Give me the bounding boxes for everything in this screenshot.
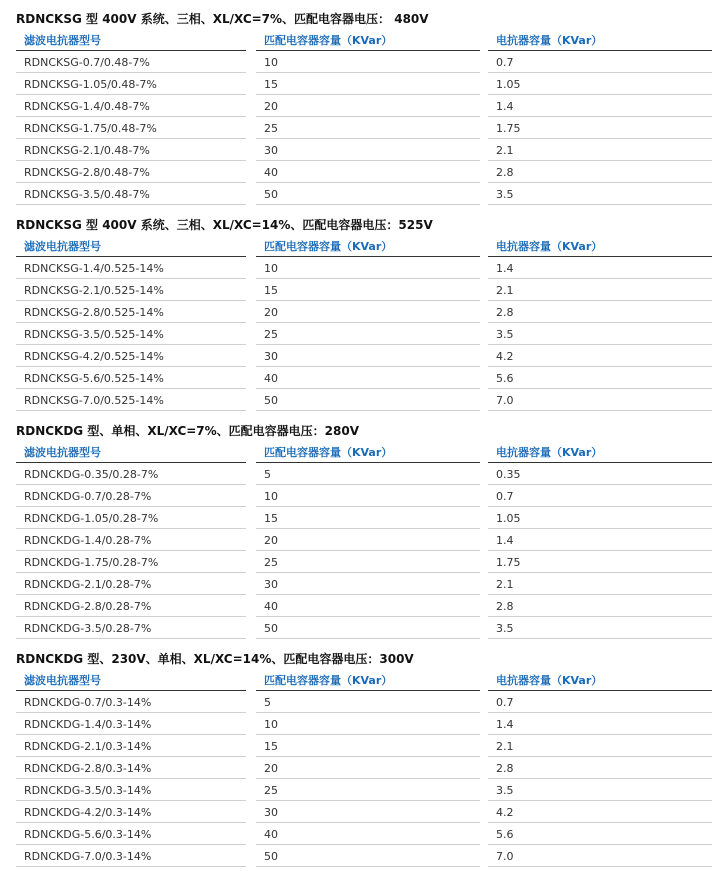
section-title: RDNCKSG 型 400V 系统、三相、XL/XC=14%、匹配电容器电压：525V (16, 218, 433, 232)
cell-reactor-capacity: 4.2 (488, 346, 712, 367)
cell-reactor-capacity: 3.5 (488, 324, 712, 345)
cell-capacitor-capacity: 10 (256, 258, 480, 279)
cell-reactor-capacity: 2.8 (488, 302, 712, 323)
cell-capacitor-capacity: 20 (256, 758, 480, 779)
cell-reactor-capacity: 2.1 (488, 280, 712, 301)
cell-capacitor-capacity: 10 (256, 486, 480, 507)
column-header-reactor-capacity: 电抗器容量（KVar） (488, 236, 712, 257)
cell-reactor-capacity: 3.5 (488, 780, 712, 801)
cell-model: RDNCKSG-2.8/0.525-14% (16, 302, 246, 323)
cell-model: RDNCKDG-2.1/0.3-14% (16, 736, 246, 757)
cell-capacitor-capacity: 25 (256, 324, 480, 345)
table-row (16, 184, 712, 206)
cell-model: RDNCKDG-1.4/0.3-14% (16, 714, 246, 735)
cell-reactor-capacity: 2.1 (488, 736, 712, 757)
section-title: RDNCKDG 型、230V、单相、XL/XC=14%、匹配电容器电压：300V (16, 652, 414, 666)
column-header-model: 滤波电抗器型号 (16, 670, 246, 691)
cell-model: RDNCKDG-3.5/0.3-14% (16, 780, 246, 801)
cell-reactor-capacity: 0.7 (488, 486, 712, 507)
cell-capacitor-capacity: 25 (256, 118, 480, 139)
column-header-model: 滤波电抗器型号 (16, 30, 246, 51)
cell-model: RDNCKDG-2.1/0.28-7% (16, 574, 246, 595)
cell-reactor-capacity: 0.7 (488, 692, 712, 713)
table-row (16, 162, 712, 184)
table-row (16, 486, 712, 508)
cell-capacitor-capacity: 30 (256, 346, 480, 367)
table-header-row (16, 442, 712, 464)
cell-capacitor-capacity: 5 (256, 464, 480, 485)
table-row (16, 574, 712, 596)
table-row (16, 118, 712, 140)
cell-reactor-capacity: 2.1 (488, 140, 712, 161)
cell-model: RDNCKSG-1.75/0.48-7% (16, 118, 246, 139)
cell-model: RDNCKDG-3.5/0.28-7% (16, 618, 246, 639)
cell-model: RDNCKDG-1.05/0.28-7% (16, 508, 246, 529)
table-row (16, 140, 712, 162)
cell-capacitor-capacity: 50 (256, 846, 480, 867)
cell-reactor-capacity: 1.05 (488, 74, 712, 95)
cell-reactor-capacity: 4.2 (488, 802, 712, 823)
table-row (16, 736, 712, 758)
cell-reactor-capacity: 1.75 (488, 552, 712, 573)
table-row (16, 758, 712, 780)
table-row (16, 464, 712, 486)
cell-reactor-capacity: 1.4 (488, 258, 712, 279)
cell-model: RDNCKSG-1.4/0.525-14% (16, 258, 246, 279)
cell-capacitor-capacity: 30 (256, 802, 480, 823)
table-row (16, 52, 712, 74)
cell-reactor-capacity: 0.35 (488, 464, 712, 485)
cell-model: RDNCKSG-5.6/0.525-14% (16, 368, 246, 389)
table-row (16, 824, 712, 846)
cell-model: RDNCKDG-4.2/0.3-14% (16, 802, 246, 823)
table-row (16, 714, 712, 736)
cell-model: RDNCKSG-2.8/0.48-7% (16, 162, 246, 183)
section-title: RDNCKSG 型 400V 系统、三相、XL/XC=7%、匹配电容器电压： 480V (16, 12, 429, 26)
cell-capacitor-capacity: 15 (256, 74, 480, 95)
cell-capacitor-capacity: 15 (256, 736, 480, 757)
column-header-reactor-capacity: 电抗器容量（KVar） (488, 30, 712, 51)
cell-capacitor-capacity: 50 (256, 184, 480, 205)
cell-model: RDNCKDG-0.7/0.28-7% (16, 486, 246, 507)
cell-capacitor-capacity: 40 (256, 596, 480, 617)
table-header-row (16, 30, 712, 52)
cell-capacitor-capacity: 25 (256, 780, 480, 801)
cell-capacitor-capacity: 40 (256, 162, 480, 183)
cell-capacitor-capacity: 40 (256, 368, 480, 389)
cell-model: RDNCKSG-3.5/0.525-14% (16, 324, 246, 345)
cell-model: RDNCKDG-2.8/0.3-14% (16, 758, 246, 779)
column-header-reactor-capacity: 电抗器容量（KVar） (488, 670, 712, 691)
cell-reactor-capacity: 3.5 (488, 618, 712, 639)
column-header-capacitor-capacity: 匹配电容器容量（KVar） (256, 30, 480, 51)
cell-reactor-capacity: 5.6 (488, 368, 712, 389)
cell-reactor-capacity: 7.0 (488, 846, 712, 867)
column-header-capacitor-capacity: 匹配电容器容量（KVar） (256, 442, 480, 463)
cell-capacitor-capacity: 20 (256, 530, 480, 551)
table-row (16, 596, 712, 618)
column-header-model: 滤波电抗器型号 (16, 236, 246, 257)
cell-capacitor-capacity: 25 (256, 552, 480, 573)
table-row (16, 552, 712, 574)
cell-capacitor-capacity: 20 (256, 302, 480, 323)
cell-reactor-capacity: 1.4 (488, 714, 712, 735)
cell-reactor-capacity: 2.8 (488, 162, 712, 183)
table-row (16, 280, 712, 302)
table-row (16, 508, 712, 530)
cell-capacitor-capacity: 15 (256, 508, 480, 529)
cell-model: RDNCKDG-0.7/0.3-14% (16, 692, 246, 713)
cell-capacitor-capacity: 30 (256, 140, 480, 161)
table-row (16, 846, 712, 868)
cell-model: RDNCKSG-3.5/0.48-7% (16, 184, 246, 205)
cell-model: RDNCKDG-5.6/0.3-14% (16, 824, 246, 845)
cell-capacitor-capacity: 30 (256, 574, 480, 595)
cell-capacitor-capacity: 15 (256, 280, 480, 301)
cell-capacitor-capacity: 20 (256, 96, 480, 117)
cell-model: RDNCKSG-2.1/0.48-7% (16, 140, 246, 161)
cell-reactor-capacity: 2.1 (488, 574, 712, 595)
cell-capacitor-capacity: 5 (256, 692, 480, 713)
cell-capacitor-capacity: 10 (256, 714, 480, 735)
table-row (16, 302, 712, 324)
column-header-capacitor-capacity: 匹配电容器容量（KVar） (256, 236, 480, 257)
cell-capacitor-capacity: 40 (256, 824, 480, 845)
cell-model: RDNCKDG-1.75/0.28-7% (16, 552, 246, 573)
column-header-model: 滤波电抗器型号 (16, 442, 246, 463)
table-header-row (16, 670, 712, 692)
table-row (16, 324, 712, 346)
cell-capacitor-capacity: 50 (256, 390, 480, 411)
table-row (16, 692, 712, 714)
cell-reactor-capacity: 0.7 (488, 52, 712, 73)
cell-model: RDNCKDG-7.0/0.3-14% (16, 846, 246, 867)
table-row (16, 780, 712, 802)
cell-capacitor-capacity: 50 (256, 618, 480, 639)
table-row (16, 530, 712, 552)
cell-reactor-capacity: 7.0 (488, 390, 712, 411)
table-row (16, 346, 712, 368)
cell-model: RDNCKSG-2.1/0.525-14% (16, 280, 246, 301)
cell-reactor-capacity: 1.05 (488, 508, 712, 529)
column-header-reactor-capacity: 电抗器容量（KVar） (488, 442, 712, 463)
cell-reactor-capacity: 3.5 (488, 184, 712, 205)
table-row (16, 74, 712, 96)
cell-reactor-capacity: 2.8 (488, 758, 712, 779)
table-row (16, 368, 712, 390)
cell-reactor-capacity: 5.6 (488, 824, 712, 845)
table-row (16, 96, 712, 118)
section-title: RDNCKDG 型、单相、XL/XC=7%、匹配电容器电压：280V (16, 424, 360, 438)
table-row (16, 258, 712, 280)
table-row (16, 618, 712, 640)
cell-model: RDNCKSG-1.4/0.48-7% (16, 96, 246, 117)
table-row (16, 802, 712, 824)
cell-capacitor-capacity: 10 (256, 52, 480, 73)
table-header-row (16, 236, 712, 258)
cell-model: RDNCKSG-7.0/0.525-14% (16, 390, 246, 411)
cell-reactor-capacity: 1.4 (488, 96, 712, 117)
cell-model: RDNCKDG-1.4/0.28-7% (16, 530, 246, 551)
cell-model: RDNCKSG-4.2/0.525-14% (16, 346, 246, 367)
cell-reactor-capacity: 1.4 (488, 530, 712, 551)
cell-model: RDNCKSG-1.05/0.48-7% (16, 74, 246, 95)
table-row (16, 390, 712, 412)
cell-model: RDNCKSG-0.7/0.48-7% (16, 52, 246, 73)
cell-model: RDNCKDG-0.35/0.28-7% (16, 464, 246, 485)
cell-model: RDNCKDG-2.8/0.28-7% (16, 596, 246, 617)
cell-reactor-capacity: 2.8 (488, 596, 712, 617)
column-header-capacitor-capacity: 匹配电容器容量（KVar） (256, 670, 480, 691)
cell-reactor-capacity: 1.75 (488, 118, 712, 139)
